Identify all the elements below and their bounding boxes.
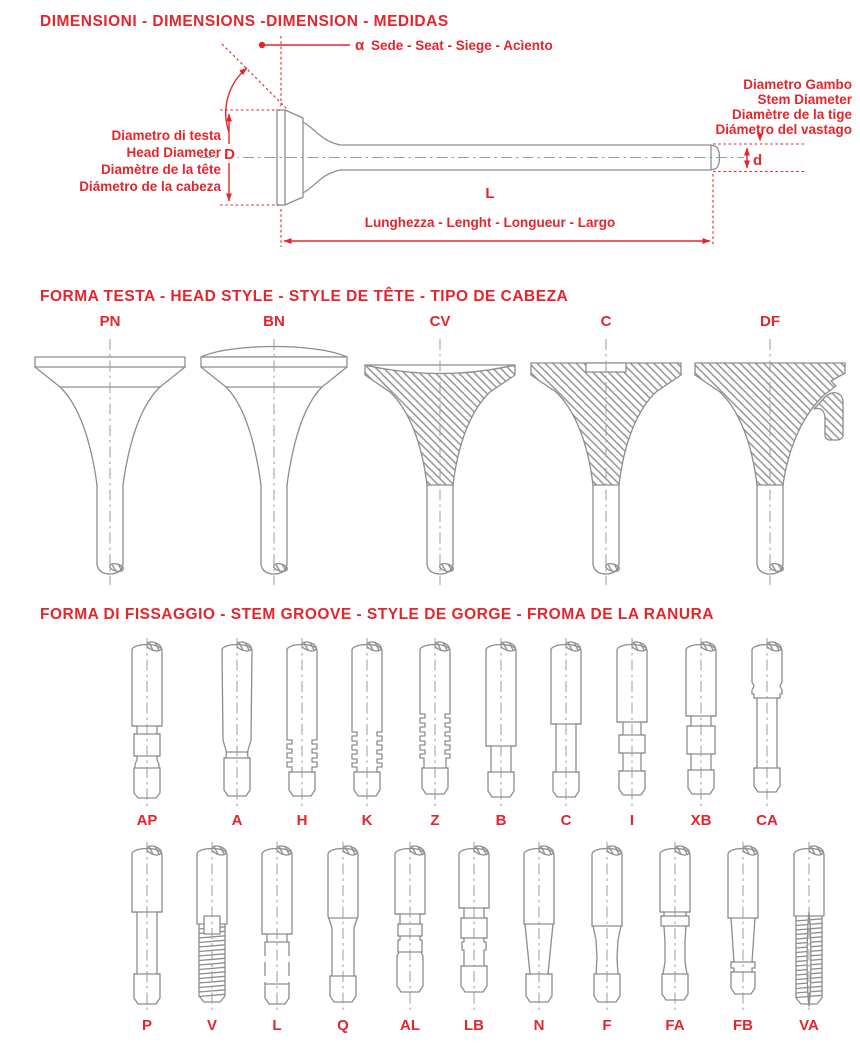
head-diameter-label-en: Head Diameter [126, 145, 221, 160]
stem-groove-label: P [141, 1017, 152, 1034]
length-label: Lunghezza - Lenght - Longueur - Largo [364, 215, 616, 230]
stem-groove-label: H [296, 812, 308, 829]
stem-groove-label: A [231, 812, 243, 829]
seat-label: Sede - Seat - Siege - Acìento [371, 38, 553, 53]
stem-groove-label: F [602, 1017, 612, 1034]
stem-groove-label: LB [464, 1017, 484, 1034]
dimensions-section-title: DIMENSIONI - DIMENSIONS -DIMENSION - MEDIDAS [40, 13, 449, 30]
head-style-figure-CV [357, 335, 523, 590]
stem-groove-figure-N [507, 840, 571, 1012]
stem-groove-figure-FA [643, 840, 707, 1012]
stem-groove-label: I [629, 812, 635, 829]
head-diameter-label-es: Diámetro de la cabeza [79, 179, 221, 194]
stem-groove-label: C [560, 812, 572, 829]
stem-groove-figure-V [180, 840, 244, 1012]
head-style-section-title: FORMA TESTA - HEAD STYLE - STYLE DE TÊTE - TIPO DE CABEZA [40, 288, 569, 305]
head-style-label: CV [429, 313, 451, 330]
head-style-figure-C [523, 335, 689, 590]
stem-groove-figure-L [245, 840, 309, 1012]
stem-groove-figure-K [335, 636, 399, 808]
alpha-symbol: α [355, 37, 365, 54]
stem-diameter-label-it: Diametro Gambo [743, 77, 852, 92]
stem-groove-figure-FB [711, 840, 775, 1012]
stem-groove-label: N [533, 1017, 545, 1034]
stem-diameter-label-fr: Diamètre de la tige [731, 107, 852, 122]
stem-groove-label: FB [733, 1017, 753, 1034]
stem-groove-label: Q [337, 1017, 349, 1034]
stem-groove-figure-LB [442, 840, 506, 1012]
head-style-figure-DF [687, 335, 853, 590]
stem-groove-figure-P [115, 840, 179, 1012]
head-style-label: PN [99, 313, 121, 330]
stem-groove-figure-I [600, 636, 664, 808]
valve-side-view-drawing [200, 110, 744, 205]
stem-diameter-label-en: Stem Diameter [757, 92, 852, 107]
stem-groove-figure-Z [403, 636, 467, 808]
stem-groove-label: L [272, 1017, 282, 1034]
stem-groove-label: VA [799, 1017, 819, 1034]
stem-diameter-label-es: Diámetro del vastago [715, 122, 852, 137]
stem-groove-label: Z [430, 812, 440, 829]
head-style-label: DF [760, 313, 780, 330]
head-style-label: C [600, 313, 612, 330]
stem-groove-figure-F [575, 840, 639, 1012]
head-diameter-symbol: D [224, 146, 235, 163]
stem-groove-figure-AP [115, 636, 179, 808]
stem-groove-label: V [206, 1017, 217, 1034]
head-diameter-label-fr: Diamètre de la tête [100, 162, 221, 177]
stem-groove-figure-Q [311, 840, 375, 1012]
head-style-figure-PN [27, 335, 193, 590]
head-diameter-label-it: Diametro di testa [111, 128, 221, 143]
stem-groove-label: K [361, 812, 373, 829]
stem-groove-figure-A [205, 636, 269, 808]
stem-groove-figure-XB [669, 636, 733, 808]
stem-groove-figure-AL [378, 840, 442, 1012]
stem-groove-label: B [495, 812, 507, 829]
valve-dimension-diagram [0, 28, 860, 263]
stem-diameter-symbol: d [753, 152, 763, 169]
stem-groove-figure-CA [735, 636, 799, 808]
stem-groove-figure-VA [777, 840, 841, 1012]
stem-groove-label: AP [136, 812, 158, 829]
stem-groove-section-title: FORMA DI FISSAGGIO - STEM GROOVE - STYLE DE GORGE - FROMA DE LA RANURA [40, 606, 714, 623]
seat-angle-diagonal-line [222, 44, 287, 109]
stem-groove-label: CA [756, 812, 778, 829]
stem-groove-label: AL [400, 1017, 420, 1034]
stem-groove-label: FA [665, 1017, 685, 1034]
length-symbol: L [485, 185, 495, 202]
head-style-label: BN [263, 313, 285, 330]
stem-groove-figure-C [534, 636, 598, 808]
stem-groove-figure-H [270, 636, 334, 808]
stem-groove-figure-B [469, 636, 533, 808]
dimension-annotations [79, 36, 853, 247]
head-style-figure-BN [191, 335, 357, 590]
stem-groove-label: XB [690, 812, 712, 829]
